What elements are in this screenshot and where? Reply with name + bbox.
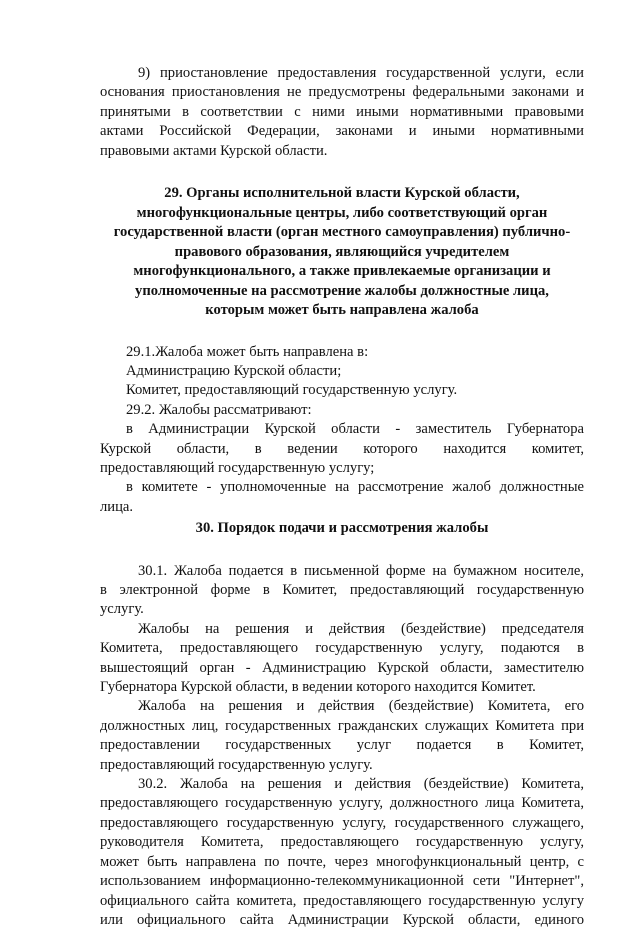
section-body-29 [100, 343, 584, 518]
text-line: принятыми в соответствии с ними иными нормативными правовыми [100, 103, 584, 120]
text-line: официального сайта комитета, предоставляющего государственную услугу [100, 892, 584, 909]
text-line: Комитета, предоставляющего государственную услугу, подаются в [100, 640, 584, 657]
text-line: актами Российской Федерации, законами и иными нормативными [100, 123, 584, 140]
text-line: Курской области, в ведении которого находится комитет, [100, 440, 584, 457]
text-line: 29.2. Жалобы рассматривают: [126, 401, 312, 418]
heading-line: 29. Органы исполнительной власти Курской области, [164, 185, 520, 202]
text-line: 30.1. Жалоба подается в письменной форме на бумажном носителе, [138, 562, 584, 579]
text-line: Администрацию Курской области; [126, 362, 342, 379]
text-line: 30.2. Жалоба на решения и действия (бездействие) Комитета, [138, 776, 584, 793]
heading-line: уполномоченные на рассмотрение жалобы должностные лица, [135, 282, 549, 299]
heading-line: государственной власти (орган местного самоуправления) публично- [113, 224, 571, 241]
text-line: предоставляющего государственную услугу, должностного лица Комитета, [100, 795, 584, 812]
text-line: может быть направлена по почте, через многофункциональный центр, с [100, 853, 584, 870]
heading-line: которым может быть направлена жалоба [205, 302, 479, 319]
text-line: услугу. [100, 601, 144, 618]
text-line: 29.1.Жалоба может быть направлена в: [126, 343, 369, 360]
text-line: предоставляющий государственную услугу. [100, 756, 373, 773]
paragraph-item-9 [100, 64, 584, 161]
text-line: лица. [100, 498, 134, 515]
section-body-30 [100, 562, 584, 930]
text-line: основания приостановления не предусмотрены федеральными законами и [100, 84, 584, 101]
text-line: Комитет, предоставляющий государственную услугу. [126, 382, 458, 399]
text-line: руководителя Комитета, предоставляющего государственную услугу, [100, 834, 584, 851]
text-line: использованием информационно-телекоммуникационной сети "Интернет", [100, 873, 584, 890]
text-line: в электронной форме в Комитет, предоставляющий государственную [100, 582, 584, 598]
text-line: Жалоба на решения и действия (бездействие) Комитета, его [138, 698, 584, 715]
text-line: в Администрации Курской области - заместитель Губернатора [126, 421, 584, 438]
section-heading-30: 30. Порядок подачи и рассмотрения жалобы [195, 520, 489, 537]
text-line: 9) приостановление предоставления государственной услуги, если [138, 65, 584, 81]
heading-line: правового образования, являющийся учредителем [174, 243, 510, 260]
heading-line: многофункционального, а также привлекаемые организации и [133, 263, 551, 280]
spacer [100, 321, 584, 343]
text-line: Губернатора Курской области, в ведении которого находится Комитет. [100, 679, 536, 696]
section-heading-29 [100, 184, 584, 321]
text-line: предоставляющий государственную услугу; [100, 459, 375, 476]
text-line: в комитете - уполномоченные на рассмотрение жалоб должностные [126, 479, 584, 496]
text-line: или официального сайта Администрации Курской области, единого [100, 911, 584, 928]
text-line: вышестоящий орган - Администрацию Курской области, заместителю [100, 659, 584, 676]
text-line: Жалобы на решения и действия (бездействие) председателя [138, 620, 584, 637]
text-line: предоставлении государственных услуг подается в Комитет, [100, 737, 584, 754]
text-line: должностных лиц, государственных гражданских служащих Комитета при [100, 717, 584, 734]
text-line: предоставляющего государственную услугу, государственного служащего, [100, 814, 584, 831]
text-line: правовыми актами Курской области. [100, 142, 328, 159]
heading-line: многофункциональные центры, либо соответствующий орган [136, 204, 548, 221]
